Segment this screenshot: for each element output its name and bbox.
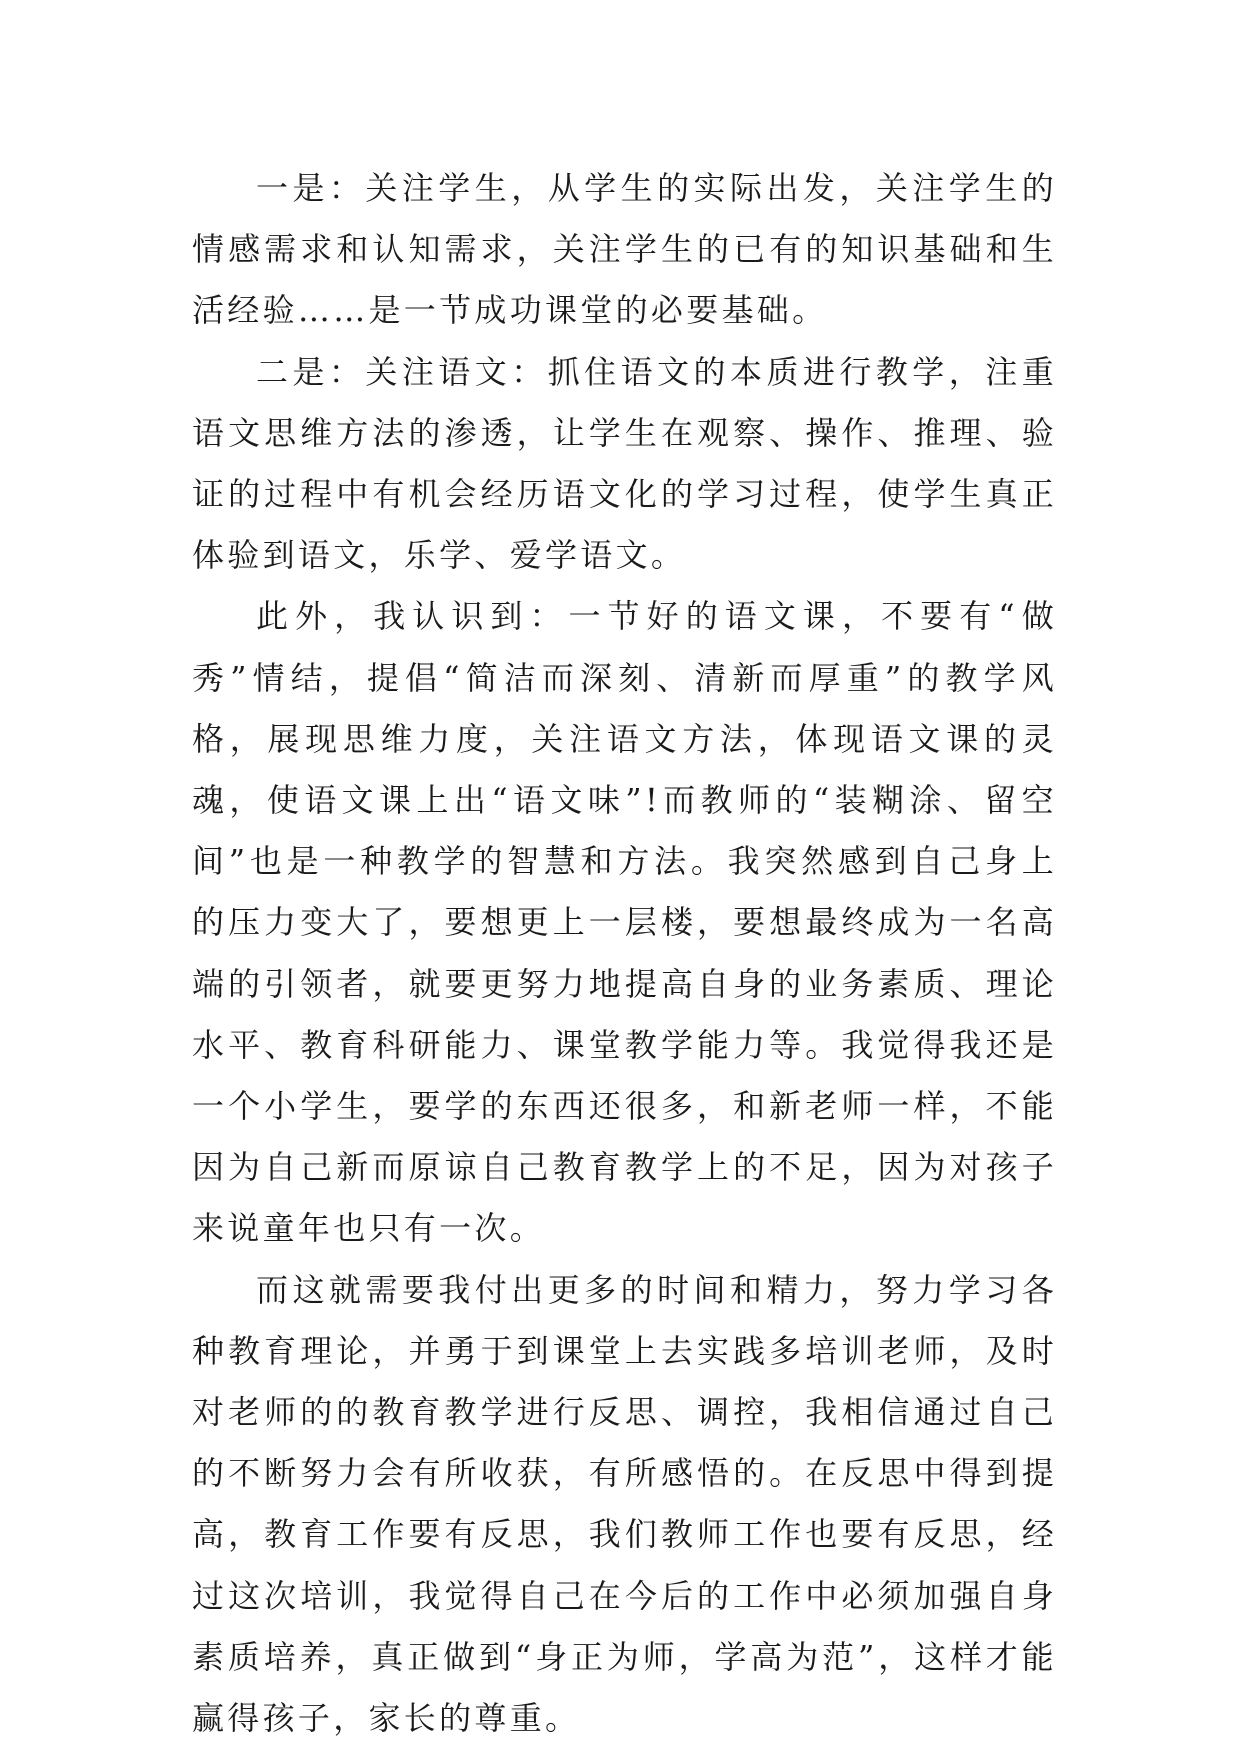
- paragraph-2: 二是：关注语文：抓住语文的本质进行教学，注重语文思维方法的渗透，让学生在观察、操作、推理、验证的过程中有机会经历语文化的学习过程，使学生真正体验到语文，乐学、爱学语文。: [192, 352, 1057, 575]
- paragraph-3: 此外，我认识到：一节好的语文课，不要有“做秀”情结，提倡“简洁而深刻、清新而厚重”的教学风格，展现思维力度，关注语文方法，体现语文课的灵魂，使语文课上出“语文味”!而教师的“装糊涂、留空间”也是一种教学的智慧和方法。我突然感到自己身上的压力变大了，要想更上一层楼，要想最终成为一名高端的引领者，就要更努力地提高自身的业务素质、理论水平、教育科研能力、课堂教学能力等。我觉得我还是一个小学生，要学的东西还很多，和新老师一样，不能因为自己新而原谅自己教育教学上的不足，因为对孩子来说童年也只有一次。: [192, 597, 1057, 1248]
- paragraph-1: 一是：关注学生，从学生的实际出发，关注学生的情感需求和认知需求，关注学生的已有的知识基础和生活经验……是一节成功课堂的必要基础。: [192, 169, 1057, 330]
- paragraph-4: 而这就需要我付出更多的时间和精力，努力学习各种教育理论，并勇于到课堂上去实践多培训老师，及时对老师的的教育教学进行反思、调控，我相信通过自己的不断努力会有所收获，有所感悟的。在反思中得到提高，教育工作要有反思，我们教师工作也要有反思，经过这次培训，我觉得自己在今后的工作中必须加强自身素质培养，真正做到“身正为师，学高为范”，这样才能赢得孩子，家长的尊重。: [192, 1270, 1057, 1738]
- document-body: [192, 158, 1057, 1749]
